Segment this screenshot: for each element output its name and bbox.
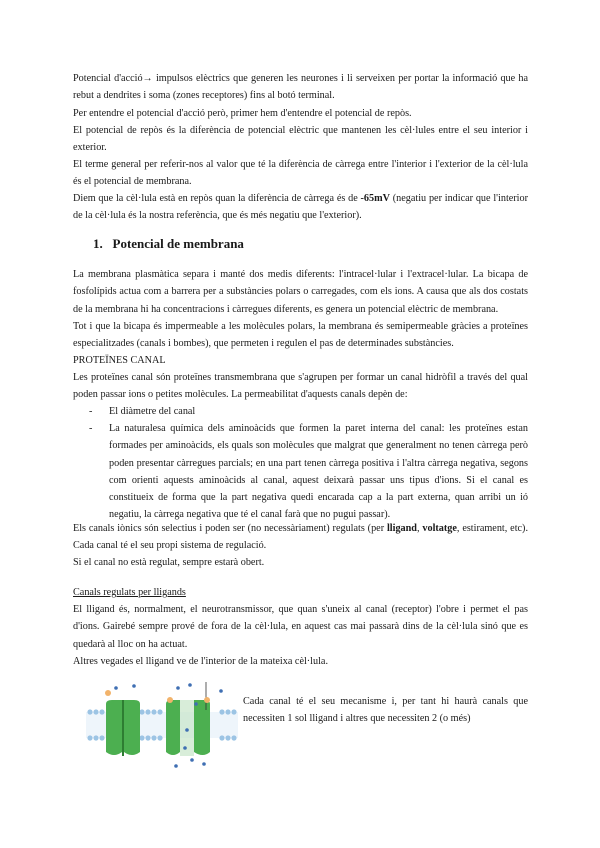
paragraph-plasma-membrane: La membrana plasmàtica separa i manté dos medis diferents: l'intracel·lular i l'extracel·lular. La bicapa de fosfolípids actua com a barrera per a substàncies polars o carregades, com els ions. A causa que als dos costats de la membrana hi ha concentracions i càrregues diferents, es genera un potencial elèctric de membrana. <box>73 269 528 315</box>
list-item <box>91 403 528 420</box>
closed-channel <box>106 700 140 756</box>
bullet-dash: - <box>89 423 93 434</box>
section-title: Potencial de membrana <box>112 236 244 251</box>
paragraph-ligand-inside: Altres vegades el lligand ve de l'interior de la mateixa cèl·lula. <box>73 656 329 667</box>
resting-value: -65mV <box>360 193 390 204</box>
ligand-channel-figure <box>86 682 238 770</box>
text-run: Els canals iònics són selectius i poden ser (no necessàriament) regulats (per <box>73 523 387 534</box>
paragraph-selective-channels <box>73 520 528 555</box>
bullet-text: La naturalesa química dels aminoàcids que formen la paret interna del canal: les proteïnes estan formades per aminoàcids, els quals son molècules que malgrat que generalment no tenen càrrega però poden presentar càrregues parcials; en una part tenen càrrega positiva i l'altra càrrega negativa, segons com orienti aquests aminoàcids al canal, aquest deixarà passar uns tipus d'ions. Si el canal es constitueix de forma que la part negativa quedi encarada cap a la part externa, quan arribi un ió negatiu, la càrrega negativa que té el canal farà que no pugui passar). <box>109 423 528 521</box>
bullet-text: El diàmetre del canal <box>109 406 196 417</box>
paragraph-action-potential: Potencial d'acció→ impulsos elèctrics que generen les neurones i li serveixen per portar la informació que ha rebut a dendrites i soma (zones receptores) fins al botó terminal. <box>73 73 528 102</box>
text-run: Diem que la cèl·lula està en repòs quan la diferència de càrrega és de <box>73 193 361 204</box>
paragraph-rest-intro: Per entendre el potencial d'acció però, primer hem d'entendre el potencial de repòs. <box>73 108 412 119</box>
figure-caption: Cada canal té el seu mecanisme i, per tant hi haurà canals que necessiten 1 sol lligand i altres que necessiten 2 (o més) <box>243 696 528 725</box>
subheading-ligand-channels: Canals regulats per lligands <box>73 587 186 598</box>
keyword-voltage: voltatge <box>422 523 457 534</box>
list-item <box>91 420 528 524</box>
text-run: , <box>416 523 423 534</box>
text-run: (negatiu per indicar que l'interior de la cèl·lula és la nostra referència, que és més negatiu que l'exterior). <box>73 193 529 222</box>
keyword-ligand: lligand <box>386 523 417 534</box>
section-heading <box>93 236 244 252</box>
paragraph-resting-value <box>73 190 528 225</box>
paragraph-unregulated: Si el canal no està regulat, sempre estarà obert. <box>73 557 265 568</box>
paragraph-semipermeable: Tot i que la bicapa és impermeable a les molècules polars, la membrana és semipermeable gràcies a proteïnes especialitzades (canals i bombes), que permeten i regulen el pas de determinades substàncies. <box>73 321 528 350</box>
paragraph-membrane-potential: El terme general per referir-nos al valor que té la diferència de càrrega entre l'interior i l'exterior de la cèl·lula és el potencial de membrana. <box>73 159 528 188</box>
paragraph-ligand: El lligand és, normalment, el neurotransmissor, que quan s'uneix al canal (receptor) l'obre i permet el pas d'ions. Gairebé sempre prové de fora de la cèl·lula, en aquest cas mai passarà dins de la cèl·lula sinó que es quedarà al lloc on ha actuat. <box>73 604 528 650</box>
paragraph-rest-potential: El potencial de repòs és la diferència de potencial elèctric que mantenen les cèl·lules entre el seu interior i exterior. <box>73 125 528 154</box>
bullet-dash: - <box>89 406 93 417</box>
subheading-channel-proteins: PROTEÏNES CANAL <box>73 355 166 366</box>
section-number: 1. <box>93 236 103 251</box>
paragraph-channel-proteins: Les proteïnes canal són proteïnes transmembrana que s'agrupen per formar un canal hidròfil a través del qual poden passar ions o petites molècules. La permeabilitat d'aquests canals depèn de: <box>73 372 528 401</box>
open-channel <box>166 682 210 756</box>
text-run: , estirament, etc). Cada canal té el seu propi sistema de regulació. <box>73 523 528 552</box>
